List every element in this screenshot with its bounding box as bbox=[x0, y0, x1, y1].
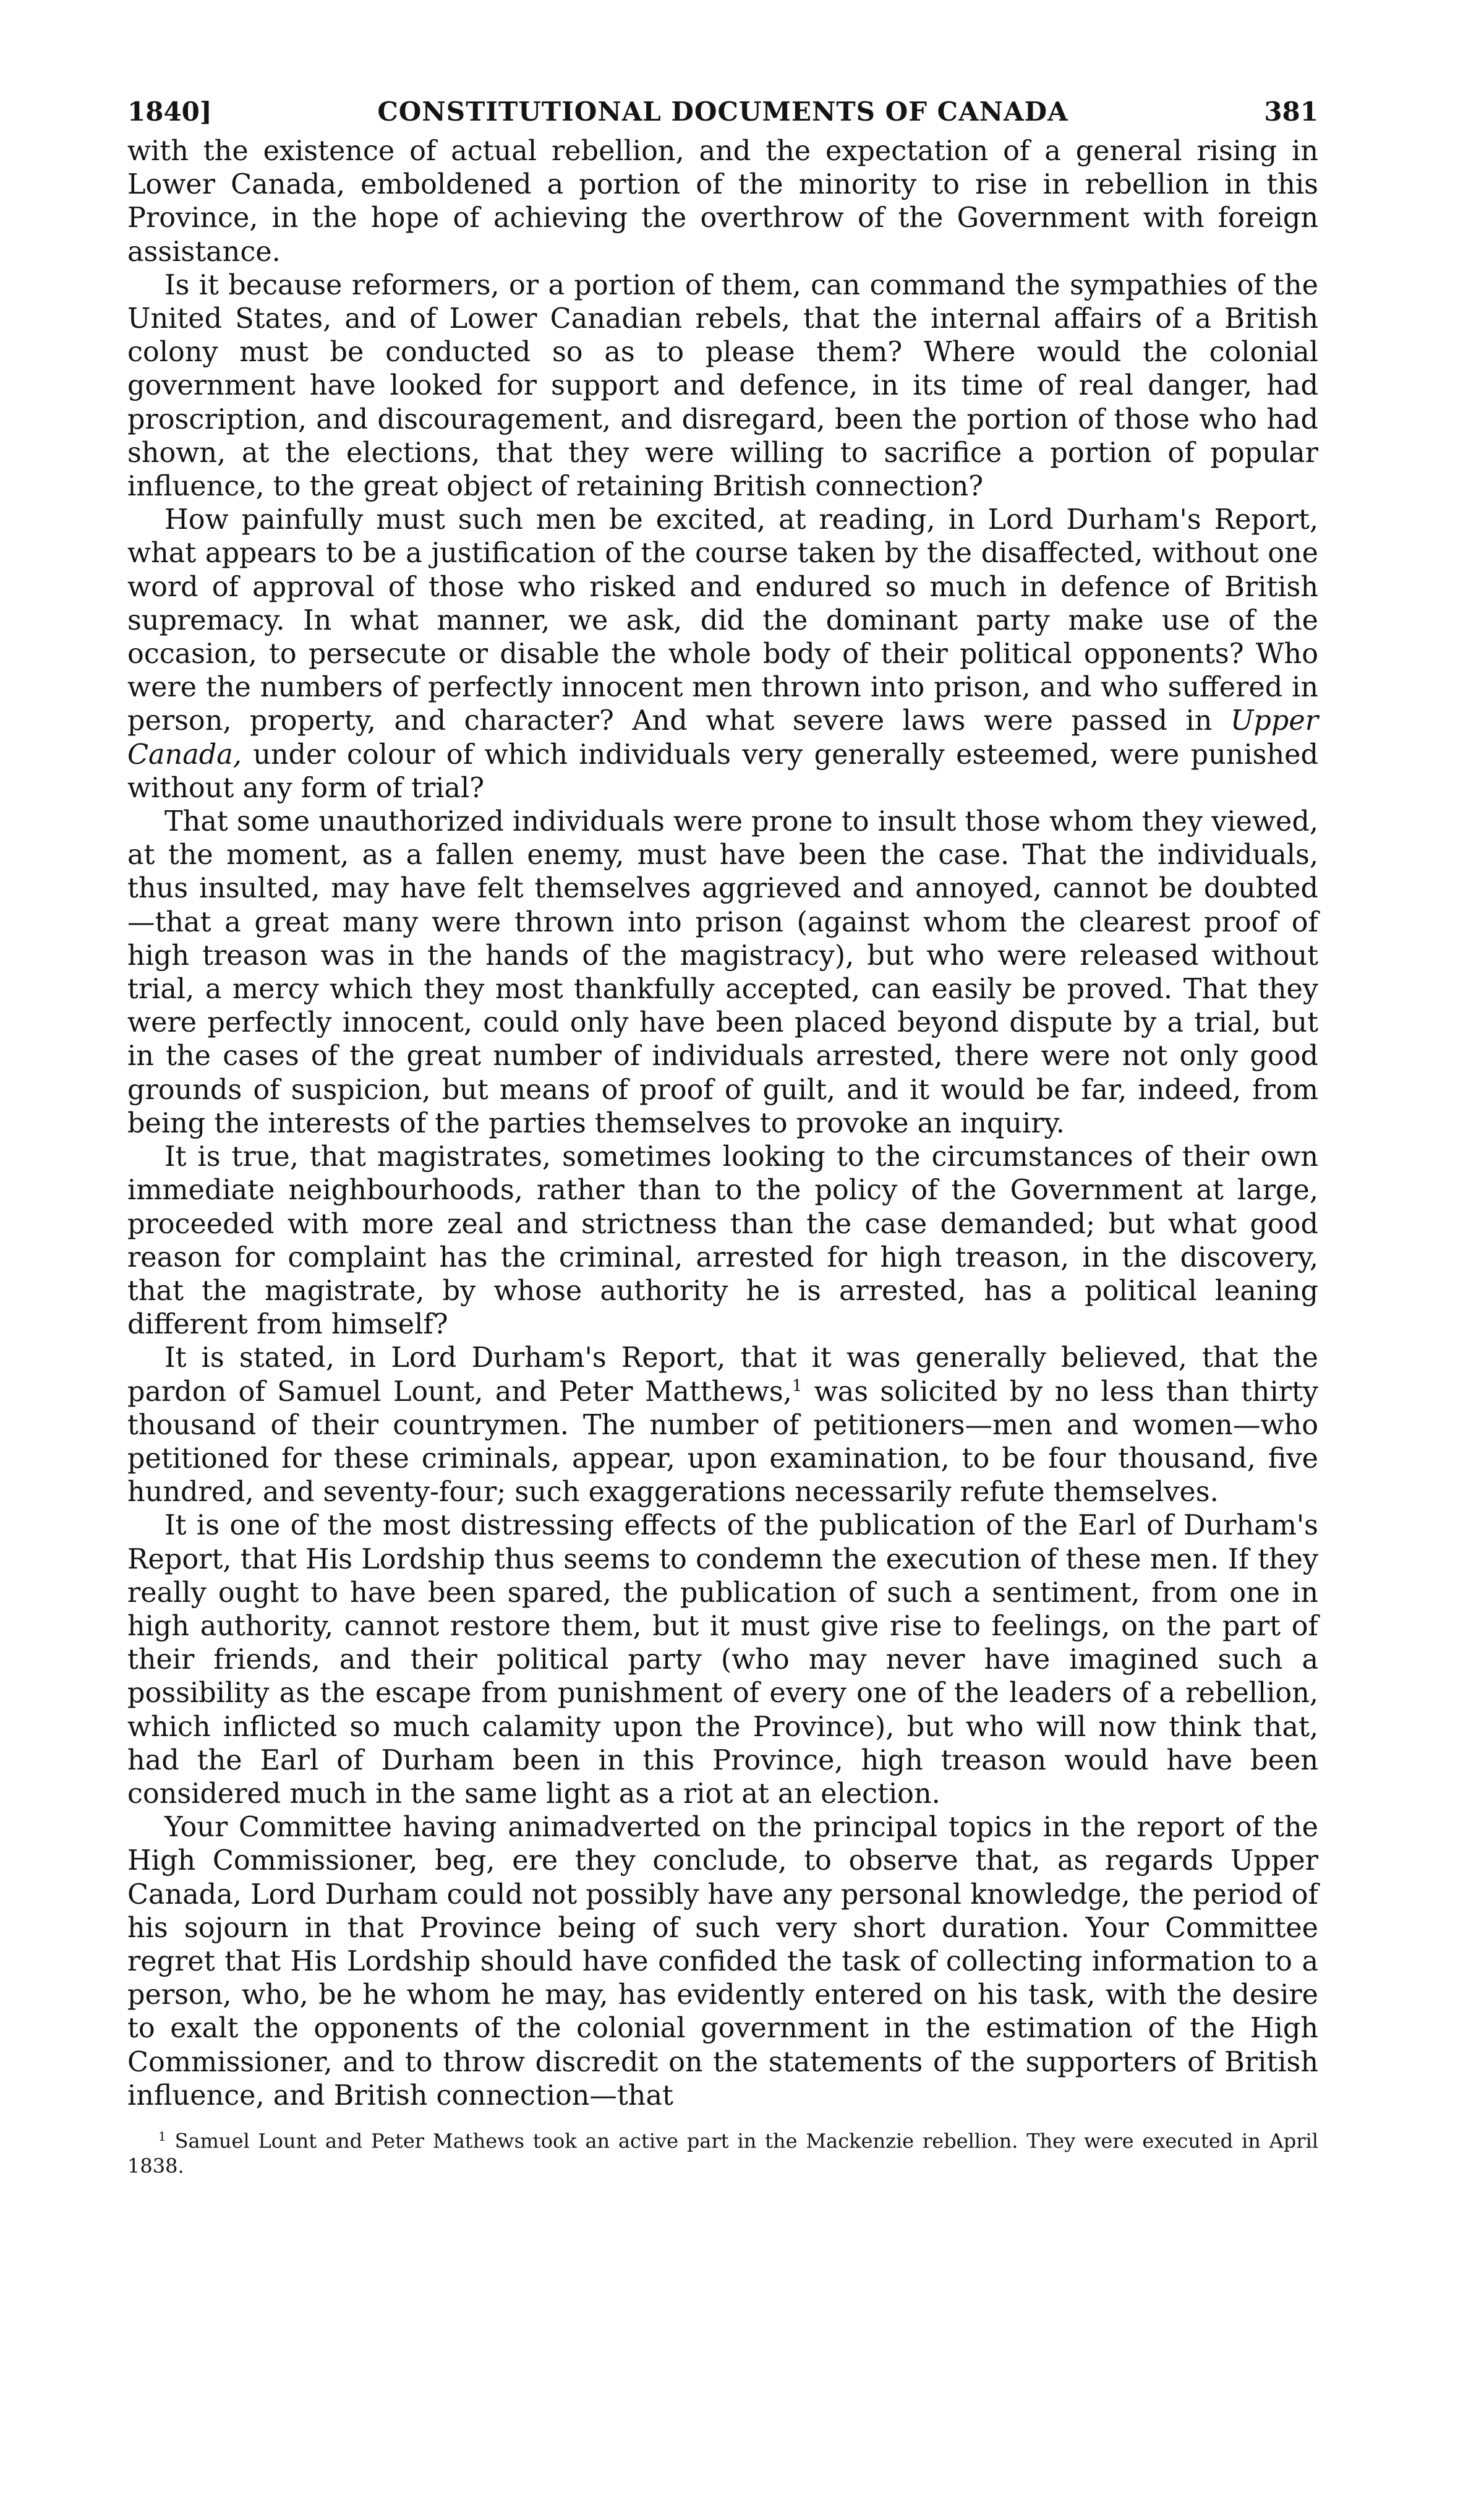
paragraph-pardon-text: It is stated, in Lord Durham's Report, that it was generally believed, that the pardon of Samuel Lount, and Peter Matthews, bbox=[127, 1342, 1318, 1408]
paragraph-pardon-tail: was solicited by no less than thirty thousand of their countrymen. The number of petitioners—men and women—who petitioned for these criminals, appear, upon examination, to be four thousand, five hundred, and seventy-four; such exaggerations necessarily refute themselves. bbox=[127, 1376, 1318, 1509]
paragraph-execution: It is one of the most distressing effects of the publication of the Earl of Durham's Report, that His Lordship thus seems to condemn the execution of these men. If they really ought to have been spared, the publication of such a sentiment, from one in high authority, cannot restore them, but it must give rise to feelings, on the part of their friends, and their political party (who may never have imagined such a possibility as the escape from punishment of every one of the leaders of a rebellion, which inflicted so much calamity upon the Province), but who will now think that, had the Earl of Durham been in this Province, high treason would have been considered much in the same light as a riot at an election. bbox=[127, 1510, 1318, 1810]
running-header bbox=[127, 93, 1318, 131]
footnote-marker: 1 bbox=[158, 2128, 166, 2144]
footnote-text: Samuel Lount and Peter Mathews took an active part in the Mackenzie rebellion. They were executed in April 1838. bbox=[127, 2129, 1319, 2178]
paragraph-committee: Your Committee having animadverted on the principal topics in the report of the High Commissioner, beg, ere they conclude, to observe that, as regards Upper Canada, Lord Durham could not possibly have any personal knowledge, the period of his sojourn in that Province being of such very short duration. Your Committee regret that His Lordship should have confided the task of collecting information to a person, who, be he whom he may, has evidently entered on his task, with the desire to exalt the opponents of the colonial government in the estimation of the High Commissioner, and to throw discredit on the statements of the supporters of British influence, and British connection—that bbox=[127, 1812, 1318, 2112]
paragraph-magistrates: It is true, that magistrates, sometimes looking to the circumstances of their own immediate neighbourhoods, rather than to the policy of the Government at large, proceeded with more zeal and strictness than the case demanded; but what good reason for complaint has the criminal, arrested for high treason, in the discovery, that the magistrate, by whose authority he is arrested, has a political leaning different from himself? bbox=[127, 1141, 1318, 1341]
footnote-reference[interactable]: 1 bbox=[791, 1376, 803, 1395]
footnote bbox=[127, 2124, 1318, 2178]
document-page bbox=[127, 93, 1318, 2178]
paragraph-continuation: with the existence of actual rebellion, and the expectation of a general rising in Lower Canada, emboldened a portion of the minority to rise in rebellion in this Province, in the hope of achieving the overthrow of the Government with foreign assistance. bbox=[127, 135, 1318, 268]
paragraph-reformers: Is it because reformers, or a portion of them, can command the sympathies of the United States, and of Lower Canadian rebels, that the internal affairs of a British colony must be conducted so as to please them? Where would the colonial government have looked for support and defence, in its time of real danger, had proscription, and discouragement, and disregard, been the portion of those who had shown, at the elections, that they were willing to sacrifice a portion of popular influence, to the great object of retaining British connection? bbox=[127, 269, 1318, 503]
header-title: CONSTITUTIONAL DOCUMENTS OF CANADA bbox=[377, 96, 1068, 127]
footnotes bbox=[127, 2124, 1318, 2178]
paragraph-durham-report bbox=[127, 503, 1318, 805]
page-number: 381 bbox=[1264, 96, 1318, 127]
header-year: 1840] bbox=[127, 96, 212, 127]
paragraph-insult: That some unauthorized individuals were prone to insult those whom they viewed, at the moment, as a fallen enemy, must have been the case. That the individuals, thus insulted, may have felt themselves aggrieved and annoyed, cannot be doubted—that a great many were thrown into prison (against whom the clearest proof of high treason was in the hands of the magistracy), but who were released without trial, a mercy which they most thankfully accepted, can easily be proved. That they were perfectly innocent, could only have been placed beyond dispute by a trial, but in the cases of the great number of individuals arrested, there were not only good grounds of suspicion, but means of proof of guilt, and it would be far, indeed, from being the interests of the parties themselves to provoke an inquiry. bbox=[127, 806, 1318, 1139]
body-text bbox=[127, 135, 1318, 2113]
upper-canada-italic: Upper Canada, bbox=[127, 705, 1318, 771]
paragraph-pardon bbox=[127, 1342, 1318, 1509]
paragraph-durham-report-text: How painfully must such men be excited, at reading, in Lord Durham's Report, what appears to be a justification of the course taken by the disaffected, without one word of approval of those who risked and endured so much in defence of British supremacy. In what manner, we ask, did the dominant party make use of the occasion, to persecute or disable the whole body of their political opponents? Who were the numbers of perfectly innocent men thrown into prison, and who suffered in person, property, and character? And what severe laws were passed in bbox=[127, 504, 1318, 737]
paragraph-durham-report-tail: under colour of which individuals very generally esteemed, were punished without any form of trial? bbox=[127, 738, 1318, 804]
